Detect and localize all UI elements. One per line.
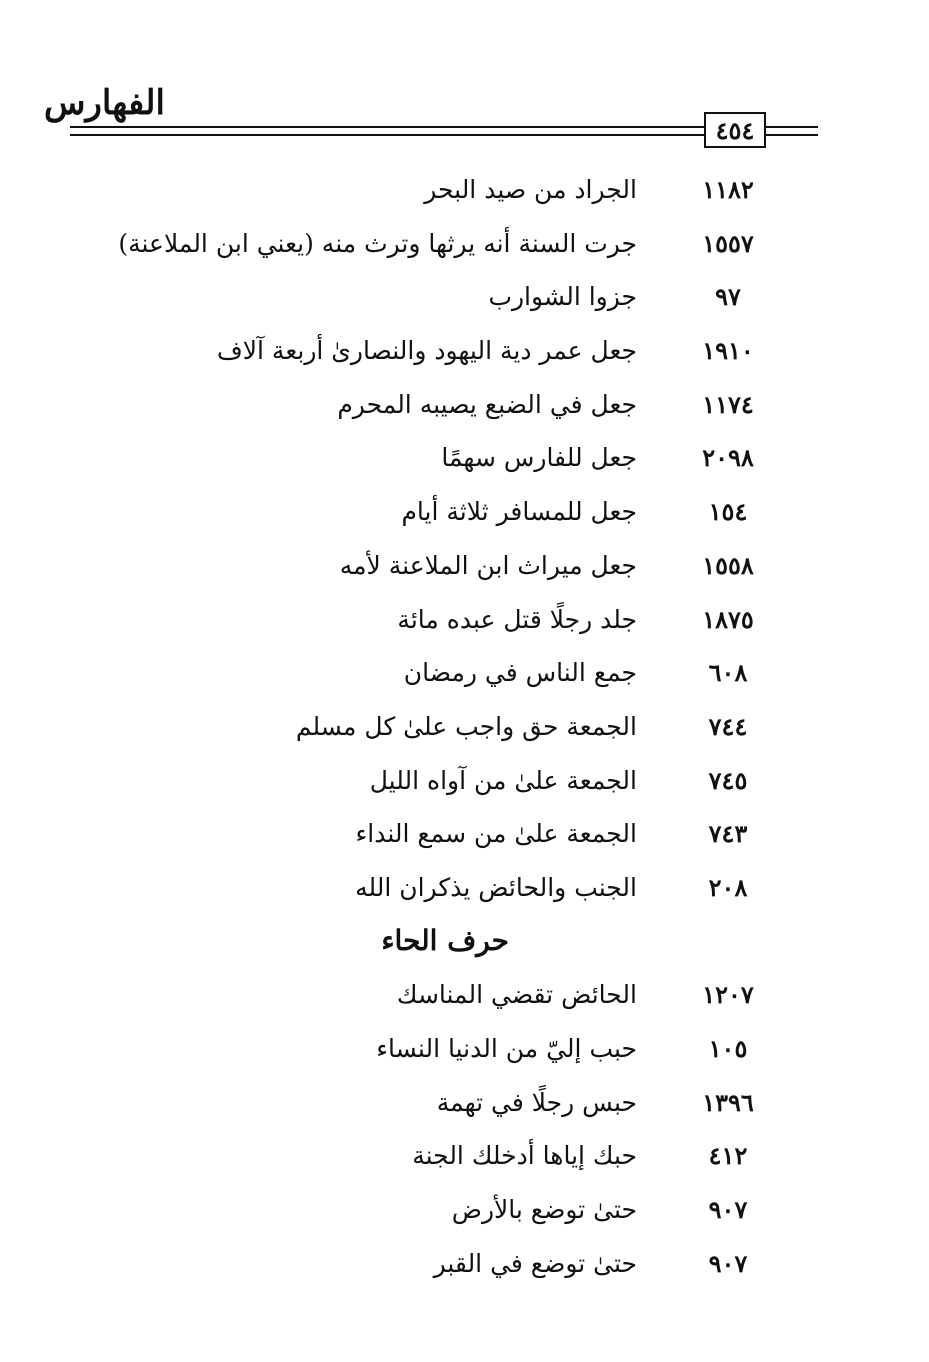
entry-text: جرت السنة أنه يرثها وترث منه (يعني ابن الملاعنة) [118,228,637,258]
entry-text: جعل للفارس سهمًا [441,443,637,473]
entry-text: حبب إليّ من الدنيا النساء [376,1034,637,1063]
index-entry-row [0,755,929,809]
index-entry-row [0,325,929,379]
entry-text: الجمعة علىٰ من آواه الليل [369,765,637,795]
index-entry-row [0,164,929,218]
entry-text: جعل ميراث ابن الملاعنة لأمه [339,550,637,580]
entry-text: حبك إياها أدخلك الجنة [412,1141,637,1171]
entry-text: جلد رجلًا قتل عبده مائة [397,604,637,634]
index-entry-row [0,1023,929,1077]
index-entry-row [0,647,929,701]
entry-number: ١١٧٤ [702,389,754,419]
entry-number: ١٥٤ [708,497,748,527]
entry-number: ٤١٢ [708,1141,748,1171]
entry-number: ٢٠٩٨ [702,443,754,473]
index-entry-row [0,379,929,433]
entry-number: ١٠٥ [708,1034,748,1063]
entry-text: الجراد من صيد البحر [424,175,637,204]
entry-number: ١١٨٢ [702,175,754,204]
section-heading-haa [0,916,929,970]
index-entry-row [0,969,929,1023]
index-entry-row [0,1238,929,1292]
index-entry-row [0,1077,929,1131]
entry-number: ٧٤٥ [708,765,748,795]
entries-before-list [0,164,929,916]
entry-text: حتىٰ توضع بالأرض [451,1195,637,1225]
entry-text: حبس رجلًا في تهمة [436,1087,637,1117]
index-entry-row [0,432,929,486]
index-entry-row [0,540,929,594]
entry-text: جزوا الشوارب [488,282,637,312]
index-entry-row [0,701,929,755]
entry-number: ٢٠٨ [708,872,748,902]
page-header [30,82,830,162]
index-entry-row [0,271,929,325]
entry-text: الجمعة حق واجب علىٰ كل مسلم [295,711,637,741]
entry-number: ٩٧ [715,282,741,312]
entry-number: ٦٠٨ [708,658,748,688]
entry-number: ٧٤٣ [708,819,748,849]
header-rule-left [70,126,704,136]
entry-number: ١٥٥٧ [702,228,754,258]
index-entry-row [0,486,929,540]
entry-number: ٧٤٤ [708,711,748,741]
entry-text: حتىٰ توضع في القبر [433,1248,637,1278]
entry-text: جعل للمسافر ثلاثة أيام [401,497,637,527]
entry-number: ١٣٩٦ [702,1087,754,1117]
index-entry-row [0,594,929,648]
entry-number: ١٢٠٧ [702,980,754,1010]
index-entry-row [0,218,929,272]
entry-text: جعل في الضبع يصيبه المحرم [337,389,637,419]
entry-number: ٩٠٧ [708,1195,748,1225]
section-heading-text: حرف الحاء [381,923,509,957]
entry-number: ١٨٧٥ [702,604,754,634]
entry-text: جمع الناس في رمضان [403,658,637,688]
entry-text: الجنب والحائض يذكران الله [355,872,637,902]
entry-number: ٩٠٧ [708,1248,748,1278]
header-rule-right [766,126,818,136]
index-entry-row [0,862,929,916]
index-entry-row [0,1184,929,1238]
page-number: ٤٥٤ [715,115,755,145]
entries-after-list [0,969,929,1291]
index-entry-row [0,1130,929,1184]
entry-text: جعل عمر دية اليهود والنصارىٰ أربعة آلاف [216,336,637,366]
entry-number: ١٥٥٨ [702,550,754,580]
index-list [0,164,929,1291]
entry-text: الحائض تقضي المناسك [396,980,637,1010]
page-number-box [704,112,766,148]
entry-number: ١٩١٠ [702,336,754,366]
index-entry-row [0,808,929,862]
entry-text: الجمعة علىٰ من سمع النداء [355,819,637,849]
index-section-title: الفهارس [44,83,165,123]
